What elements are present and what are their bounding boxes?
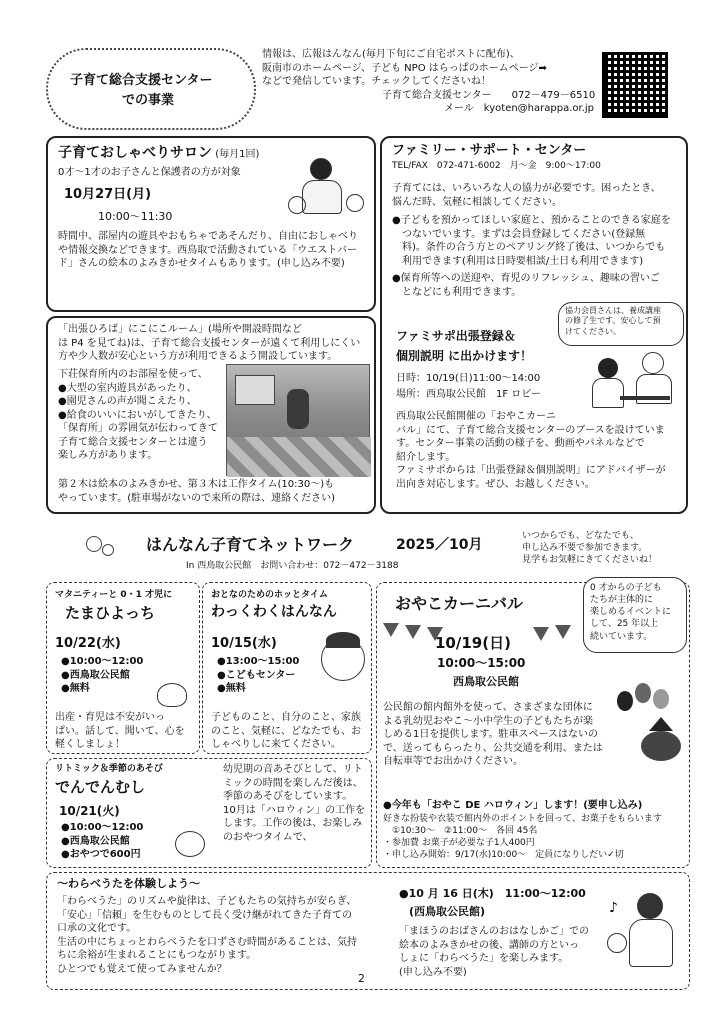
event-body-line: 紹介します。	[396, 451, 456, 463]
salon-body-line: や情報交換などできます。西鳥取で活動されている「ウエストバー	[58, 244, 357, 256]
niconico-after: 「保育所」の雰囲気が伝わってきて	[58, 423, 218, 434]
carnival-title: おやこカーニバル	[395, 594, 524, 613]
network-title: はんなん子育てネットワーク	[146, 535, 355, 554]
warabe-box	[46, 872, 690, 990]
warabe-detail-line: しょに「わらべうた」を楽しみます。	[399, 953, 569, 964]
event-body	[396, 410, 684, 491]
tamahiyo-item: ●10:00～12:00	[61, 656, 144, 667]
wakuwaku-item: ●こどもセンター	[217, 669, 296, 681]
bubble-line: の修了生です。安心して預	[565, 316, 661, 326]
carnival-date: 10/19(日)	[435, 634, 511, 652]
tamahiyo-body-line: 出産・育児は不安がいっ	[55, 712, 165, 723]
niconico-intro-line: 方や少人数が安心という方が利用できるよう開設しています。	[58, 351, 338, 362]
niconico-intro-line: 「出張ひろば」にこにこルーム」(場所や開設時間など	[58, 324, 302, 335]
carnival-body-line: 自転車等でお出かけください。	[383, 756, 523, 767]
tamahiyo-item: ●西鳥取公民館	[61, 669, 130, 681]
page-number: 2	[358, 972, 365, 985]
famisapo-bullet-line: 料)。条件の合う方とのペアリング終了後は、いつからでも	[392, 242, 666, 253]
salon-title-row	[58, 144, 259, 163]
tamahiyo-body	[55, 711, 185, 752]
pumpkin-icon	[641, 731, 681, 761]
warabe-date: ●10 月 16 日(木) 11:00～12:00	[399, 887, 586, 900]
wakuwaku-body	[211, 711, 361, 752]
warabe-body-line: 生活の中にちょっとわらべうたを口ずさむ時間があることは、気持	[57, 936, 357, 948]
warabe-title: ～わらべうたを体験しよう～	[57, 877, 200, 890]
denden-title: でんでんむし	[55, 778, 146, 796]
niconico-list	[58, 368, 228, 463]
denden-body-line: 10月は「ハロウィン」の工作を	[223, 804, 366, 816]
halloween-body-line: ・申し込み開始：9/17(水)10:00～ 定員になりしだい✓切	[383, 850, 624, 861]
parent-child-illustration-icon	[288, 158, 368, 220]
niconico-intro	[58, 323, 372, 364]
salon-time: 10:00～11:30	[98, 210, 173, 223]
smiling-face-icon	[321, 637, 365, 681]
carnival-bubble-line: 0 才からの子ども	[590, 583, 662, 593]
carnival-body-line: よる乳幼児おやこ～小中学生の子どもたちが楽	[383, 715, 593, 727]
qr-code-icon[interactable]	[602, 52, 668, 118]
carnival-body-line: しめる1日を提供します。駐車スペースはないの	[383, 729, 599, 740]
famisapo-bubble	[558, 302, 684, 346]
carnival-bubble	[583, 577, 687, 653]
event-date: 日時：10/19(日)11:00～14:00	[396, 373, 541, 384]
warabe-body	[57, 895, 397, 976]
famisapo-box	[380, 136, 688, 514]
halloween-body-line: ①10:30～ ②11:00～ 各回 45名	[383, 826, 538, 837]
denden-body-line: のおやつタイムで、	[223, 831, 313, 843]
niconico-footer	[58, 478, 372, 505]
tamahiyo-title: たまひよっち	[65, 604, 156, 622]
event-place: 場所：西鳥取公民館 1F ロビー	[396, 389, 541, 400]
event-body-line: バル」にて、子育て総合支援センターのブースを設けていま	[396, 424, 665, 436]
famisapo-title: ファミリー・サポート・センター	[392, 143, 587, 158]
niconico-bullet: ●園児さんの声が聞こえたり、	[58, 396, 197, 407]
info-line: 阪南市のホームページ、子ども NPO はらっぱのホームページ➡	[262, 62, 547, 74]
famisapo-bullet-line: 利用できます(利用は日時要相談/土日も利用できます)	[392, 255, 644, 267]
event-body-line: ファミサポからは「出張登録＆個別説明」にアドバイザーが	[396, 465, 666, 476]
wakuwaku-item: ●13:00～15:00	[217, 656, 300, 667]
center-subtitle: での事業	[122, 93, 175, 108]
info-text	[262, 48, 622, 116]
salon-body-line: 時間中、部屋内の遊具やおもちゃであそんだり、自由におしゃべり	[58, 231, 358, 242]
wakuwaku-body-line: のこと、気軽に、どなたでも、お	[211, 725, 361, 737]
salon-date: 10月27日(月)	[64, 187, 152, 202]
denden-item: ●おやつで600円	[61, 849, 141, 860]
carnival-body-line: で、送ってもらったり、公共交通を利用、または	[383, 742, 603, 754]
niconico-footer-line: 第２木は絵本のよみきかせ、第３木は工作タイム(10:30～)も	[58, 479, 335, 490]
niconico-after: 子育て総合支援センターとは違う	[58, 436, 208, 448]
carnival-body-line: 公民館の館内館外を使って、さまざまな団体に	[383, 702, 593, 713]
bubble-line: けてください。	[565, 326, 621, 336]
warabe-detail-line: 「まほうのおばさんのおはなしかご」での	[399, 926, 589, 937]
event-title-line: ファミサポ出張登録＆	[396, 329, 516, 343]
denden-body-line: ミックの時間を楽しんだ後は、	[223, 777, 363, 789]
denden-body	[223, 763, 365, 844]
famisapo-bullet-2	[392, 272, 682, 299]
salon-title: 子育ておしゃべりサロン	[58, 145, 212, 161]
contact-tel: 子育て総合支援センター 072－479－6510	[382, 89, 596, 101]
famisapo-tel: TEL/FAX 072-471-6002 月～金 9:00～17:00	[392, 161, 601, 171]
carnival-bubble-line: 続いています。	[590, 631, 653, 642]
denden-date: 10/21(火)	[59, 804, 120, 818]
event-body-line: す。センター事業の活動の様子を、動画やパネルなどで	[396, 438, 645, 449]
wakuwaku-date: 10/15(水)	[211, 636, 277, 651]
flower-icon	[86, 536, 102, 552]
denden-body-line: 季節のあそびをしています。	[223, 791, 353, 802]
denden-label: リトミック＆季節のあそび	[55, 764, 163, 774]
warabe-place: (西鳥取公民館)	[409, 905, 486, 918]
chick-icon	[157, 683, 187, 707]
warabe-body-line: 口承の文化です。	[57, 923, 137, 934]
denden-box	[46, 758, 372, 868]
nursery-room-photo	[226, 364, 370, 476]
carnival-time: 10:00～15:00	[437, 656, 526, 670]
wakuwaku-items	[217, 655, 299, 696]
contact-mail: メール kyoten@harappa.or.jp	[444, 103, 595, 114]
tamahiyo-label: マタニティーと 0・1 才児に	[55, 590, 173, 600]
network-note-line: 申し込み不要で参加できます。	[522, 543, 648, 554]
halloween-body	[383, 813, 683, 862]
niconico-bullet: ●大型の室内遊具があったり、	[58, 382, 197, 394]
info-line: などで発信しています。チェックしてくださいね！	[262, 76, 491, 87]
famisapo-bullet-1	[392, 214, 682, 268]
network-note-line: 見学もお気軽にきてくださいね！	[522, 555, 658, 566]
flower-icon	[102, 544, 114, 556]
balloons-icon	[617, 683, 677, 723]
network-place: In 西鳥取公民館 お問い合わせ：072－472－3188	[186, 561, 399, 571]
info-line: 情報は、広報はんなん(毎月下旬にご自宅ポストに配布)、	[262, 49, 520, 60]
halloween-body-line: ・参加費 お菓子が必要な子1人400円	[383, 838, 535, 849]
carnival-place: 西鳥取公民館	[453, 675, 519, 688]
denden-item: ●10:00～12:00	[61, 822, 144, 833]
wakuwaku-item: ●無料	[217, 683, 246, 694]
carnival-bubble-line: たちが主体的に	[590, 595, 654, 606]
network-month: 2025／10月	[396, 537, 483, 553]
header-section	[40, 44, 690, 134]
network-header	[46, 530, 690, 580]
denden-body-line: 幼児期の音あそびとして、リト	[223, 764, 363, 775]
salon-box	[46, 136, 376, 312]
tamahiyo-items	[61, 655, 143, 696]
niconico-bullet: ●給食のいいにおいがしてきたり、	[58, 409, 217, 421]
event-title-line: 個別説明 に出かけます！	[396, 349, 533, 364]
salon-frequency: (毎月1回)	[215, 149, 260, 160]
niconico-after: 楽しみ方があります。	[58, 450, 158, 461]
wakuwaku-title: わっくわくはんなん	[211, 604, 337, 620]
warabe-body-line: 「わらべうた」のリズムや旋律は、子どもたちの気持ちが安らぎ、	[57, 896, 357, 907]
famisapo-intro-line: 悩んだ時、気軽に相談してください。	[392, 196, 562, 208]
tamahiyo-box	[46, 582, 200, 754]
salon-body-line: ド」さんの絵本のよみきかせタイムもあります。(申し込み不要)	[58, 258, 345, 269]
warabe-detail-line: (申し込み不要)	[399, 966, 467, 978]
wakuwaku-body-line: 子どものこと、自分のこと、家族	[211, 712, 361, 723]
carnival-bubble-line: 楽しめるイベントに	[590, 607, 672, 618]
tamahiyo-body-line: 軽くしましょ！	[55, 739, 125, 750]
tamahiyo-item: ●無料	[61, 683, 90, 694]
warabe-body-line: 「安心」「信頼」を生むものとして長く受け継がれてきた子育ての	[57, 909, 352, 921]
niconico-sub: 下荘保育所内のお部屋を使って、	[58, 369, 208, 380]
carnival-bubble-line: して、25 年以上	[590, 619, 659, 630]
warabe-body-line: ひとつでも覚えて使ってみませんか？	[57, 963, 227, 975]
warabe-body-line: ちに余裕が生まれることにもつながります。	[57, 950, 257, 961]
denden-body-line: します。工作の後は、お楽しみ	[223, 818, 363, 829]
famisapo-bullet-line: つないでいます。まずは会員登録してください(登録無	[392, 228, 646, 240]
network-note	[522, 530, 657, 566]
carnival-body	[383, 701, 609, 769]
famisapo-bullet-line: となどにも利用できます。	[392, 286, 522, 298]
center-title: 子育て総合支援センター	[70, 73, 213, 88]
consultation-illustration-icon	[592, 352, 682, 412]
famisapo-bullet-line: ●保育所等への送迎や、育児のリフレッシュ、趣味の習いご	[392, 273, 660, 284]
famisapo-bullet-line: ●子どもを預かってほしい家庭と、預かることのできる家庭を	[392, 215, 671, 226]
niconico-intro-line: は P4 を見てね)は、子育て総合支援センターが遠くて利用しにくい	[58, 337, 361, 349]
halloween-body-line: 好きな扮装や衣装で館内外のポイントを回って、お菓子をもらいます	[383, 814, 662, 824]
event-body-line: 出向き対応します。ぜひ、お越しください。	[396, 478, 595, 490]
bubble-line: 協力会員さんは、養成講座	[565, 306, 661, 315]
salon-body	[58, 230, 370, 271]
snail-icon	[175, 831, 205, 857]
wakuwaku-body-line: しゃべりしに来てください。	[211, 739, 341, 750]
famisapo-intro	[392, 182, 682, 209]
carnival-box	[376, 582, 690, 868]
event-title	[396, 328, 532, 364]
tamahiyo-body-line: ぱい。話して、聞いて、心を	[55, 725, 185, 737]
warabe-detail	[399, 925, 619, 979]
famisapo-intro-line: 子育てには、いろいろな人の協力が必要です。困ったとき、	[392, 183, 661, 194]
network-note-line: いつからでも、どなたでも、	[522, 531, 639, 541]
event-body-line: 西鳥取公民館開催の「おやこカーニ	[396, 411, 556, 422]
tamahiyo-date: 10/22(水)	[55, 636, 121, 651]
wakuwaku-box	[202, 582, 372, 754]
halloween-title: ●今年も「おやこ DE ハロウィン」します！(要申し込み)	[383, 800, 643, 811]
wakuwaku-label: おとなのためのホッとタイム	[211, 590, 328, 600]
singing-family-icon: ♪	[607, 893, 685, 983]
niconico-box	[46, 316, 376, 514]
salon-target: 0才～1才のお子さんと保護者の方が対象	[58, 167, 241, 178]
niconico-footer-line: やっています。(駐車場がないので来所の際は、連絡ください)	[58, 492, 336, 504]
denden-item: ●西鳥取公民館	[61, 835, 130, 847]
warabe-detail-line: 絵本のよみきかせの後、講師の方といっ	[399, 939, 579, 951]
denden-items	[61, 821, 143, 862]
